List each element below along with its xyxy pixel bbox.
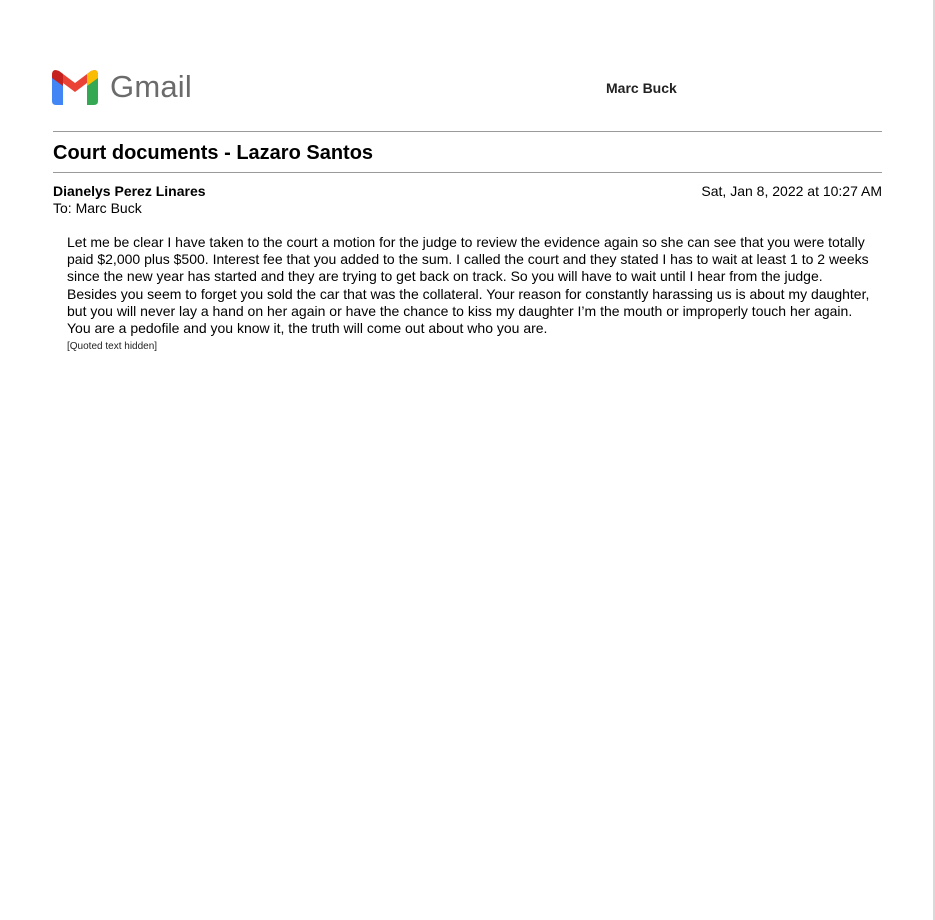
quoted-text-hidden-link[interactable]: [Quoted text hidden] bbox=[67, 341, 158, 352]
account-name: Marc Buck bbox=[606, 80, 677, 96]
recipient-line: To: Marc Buck bbox=[53, 200, 142, 216]
message-date: Sat, Jan 8, 2022 at 10:27 AM bbox=[701, 183, 882, 199]
divider-top bbox=[53, 131, 882, 132]
gmail-logo bbox=[52, 68, 192, 106]
message-body: Let me be clear I have taken to the court a motion for the judge to review the evidence again so she can see that you were totally paid $2,000 plus $500. Interest fee that you added to the sum. I called the court and they stated I has to wait at least 1 to 2 weeks since the new year has started and they are trying to get back on track. So you will have to wait until I hear from the judge. Besides you seem to forget you sold the car that was the collateral. Your reason for constantly harassing us is about my daughter, but you will never lay a hand on her again or have the chance to kiss my daughter I’m the mouth or improperly touch her again. You are a pedofile and you know it, the truth will come out about who you are. bbox=[67, 234, 870, 337]
sender-name: Dianelys Perez Linares bbox=[53, 183, 206, 199]
gmail-wordmark: Gmail bbox=[110, 69, 192, 104]
divider-bottom bbox=[53, 172, 882, 173]
gmail-m-icon bbox=[52, 69, 98, 105]
email-subject: Court documents - Lazaro Santos bbox=[53, 142, 374, 164]
